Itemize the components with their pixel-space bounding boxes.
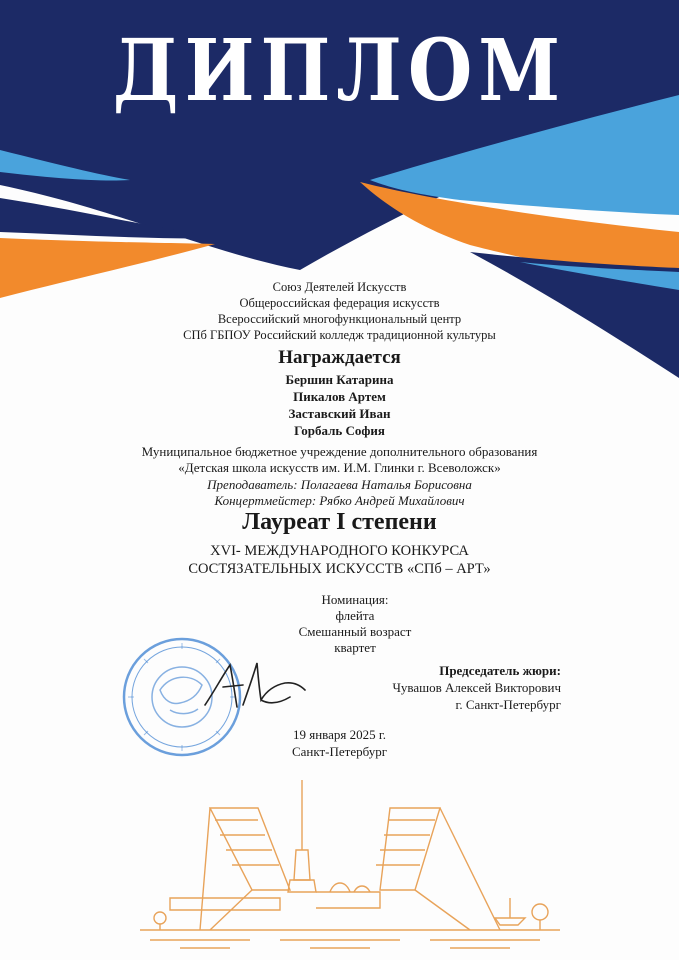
- awarded-label: Награждается: [278, 347, 401, 368]
- awardee-name: Заставский Иван: [288, 406, 391, 421]
- jury-chair-title: Председатель жюри:: [439, 663, 561, 678]
- school-name: [0, 444, 679, 476]
- nomination-line: квартет: [334, 640, 376, 655]
- organizer-line: СПб ГБПОУ Российский колледж традиционной культуры: [183, 328, 496, 342]
- awardee-name: Бершин Катарина: [285, 372, 394, 387]
- awardee-name: Пикалов Артем: [293, 389, 386, 404]
- contest-line: СОСТЯЗАТЕЛЬНЫХ ИСКУССТВ «СПб – АРТ»: [188, 561, 491, 577]
- teacher-name: Преподаватель: Полагаева Наталья Борисовна: [207, 477, 472, 492]
- organizer-line: Всероссийский многофункциональный центр: [217, 312, 462, 326]
- school-line: «Детская школа искусств им. И.М. Глинки г. Всеволожск»: [178, 460, 501, 475]
- issue-date: 19 января 2025 г.: [292, 727, 387, 742]
- nomination-line: флейта: [335, 608, 375, 623]
- awardees-list: [0, 371, 679, 439]
- teachers-block: [0, 477, 679, 509]
- awardee-name: Горбаль София: [294, 423, 385, 438]
- jury-chair-name: Чувашов Алексей Викторович: [392, 680, 561, 695]
- school-line: Муниципальное бюджетное учреждение дополнительного образования: [141, 444, 538, 459]
- nomination-label: Номинация:: [321, 592, 389, 607]
- date-place-block: [0, 726, 679, 760]
- nomination-block: [0, 592, 679, 656]
- jury-chair-block: [392, 662, 561, 713]
- handwritten-signature: [195, 655, 315, 715]
- diploma-title: ДИПЛОМ: [112, 21, 567, 121]
- laureate-degree: Лауреат I степени: [242, 509, 437, 535]
- organizers-list: [0, 279, 679, 343]
- contest-line: XVI- МЕЖДУНАРОДНОГО КОНКУРСА: [210, 543, 469, 559]
- organizer-line: Общероссийская федерация искусств: [239, 296, 440, 310]
- organizer-line: Союз Деятелей Искусств: [272, 280, 407, 294]
- issue-place: Санкт-Петербург: [291, 744, 388, 759]
- nomination-line: Смешанный возраст: [298, 624, 412, 639]
- contest-name: [0, 542, 679, 578]
- accompanist-name: Концертмейстер: Рябко Андрей Михайлович: [214, 493, 465, 508]
- jury-chair-city: г. Санкт-Петербург: [455, 697, 561, 712]
- spb-skyline-illustration: [140, 780, 560, 955]
